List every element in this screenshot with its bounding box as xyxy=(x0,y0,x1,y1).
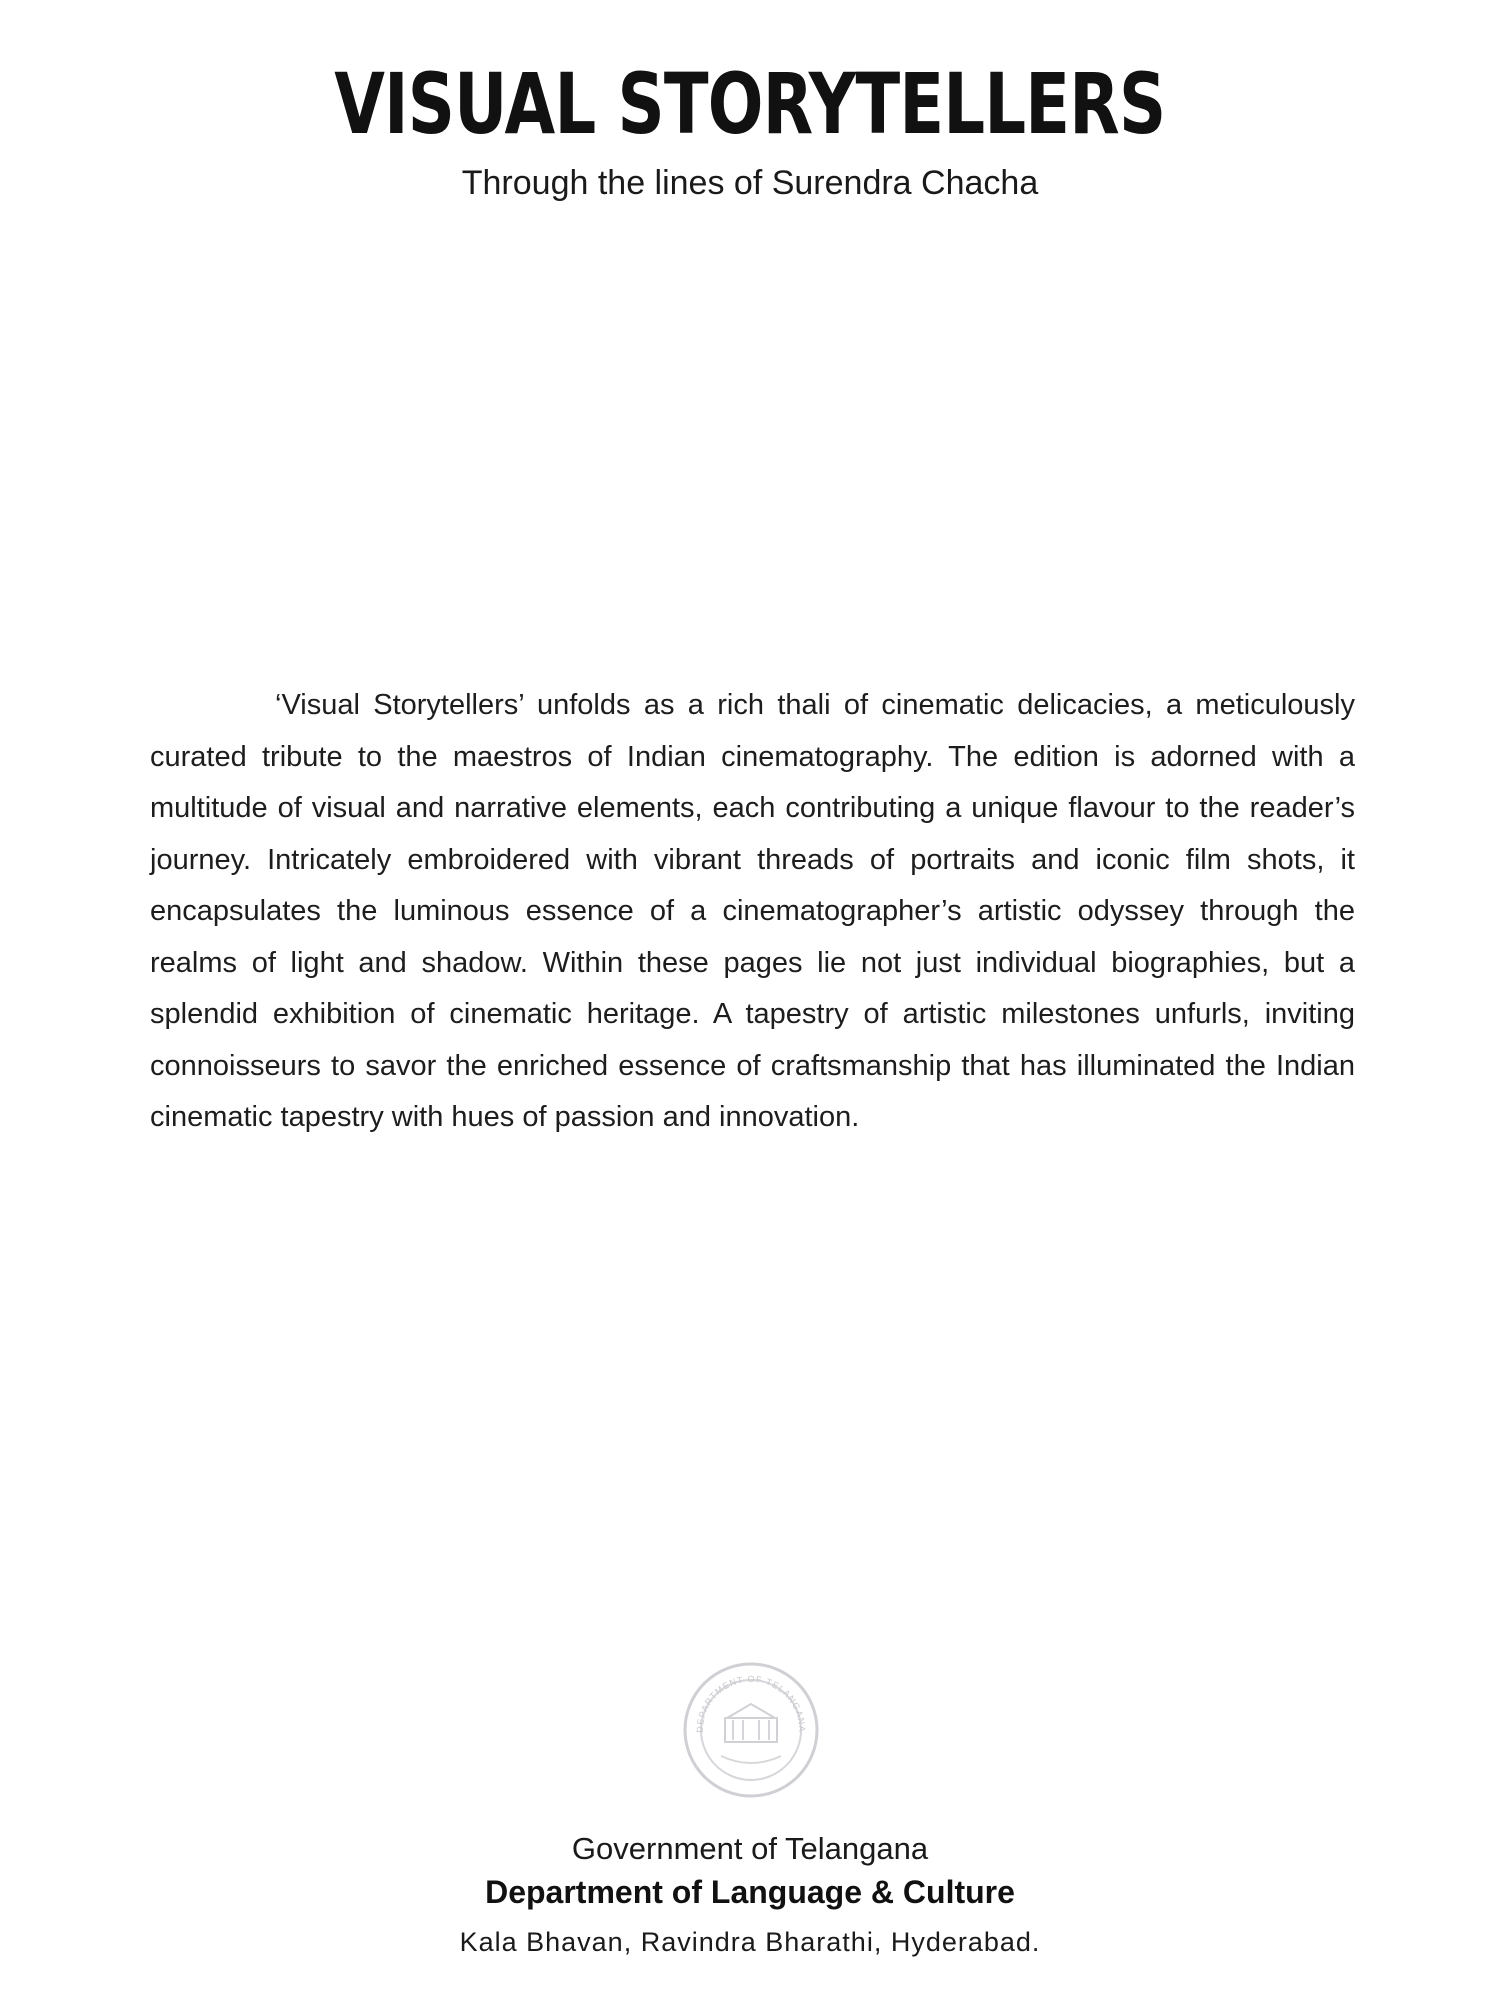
svg-text:DEPARTMENT OF TELANGANA: DEPARTMENT OF TELANGANA xyxy=(694,1673,808,1733)
address: Kala Bhavan, Ravindra Bharathi, Hyderabad. xyxy=(459,1926,1041,1957)
page-title: VISUAL STORYTELLERS xyxy=(334,55,1166,153)
page-footer xyxy=(0,1830,1500,1958)
department-name: Department of Language & Culture xyxy=(485,1874,1015,1911)
government-name: Government of Telangana xyxy=(571,1831,929,1866)
page-subtitle: Through the lines of Surendra Chacha xyxy=(461,164,1039,202)
page-header xyxy=(0,55,1500,203)
body-paragraph: ‘Visual Storytellers’ unfolds as a rich thali of cinematic delicacies, a meticulously curated tribute to the maestros of Indian cinematography. The edition is adorned with a multitude of visual and narrative elements, each contributing a unique flavour to the reader’s journey. Intricately embroidered with vibrant threads of portraits and iconic film shots, it encapsulates the luminous essence of a cinematographer’s artistic odyssey through the realms of light and shadow. Within these pages lie not just individual biographies, but a splendid exhibition of cinematic heritage. A tapestry of artistic milestones unfurls, inviting connoisseurs to savor the enriched essence of craftsmanship that has illuminated the Indian cinematic tapestry with hues of passion and innovation. xyxy=(150,689,1355,1133)
government-seal-icon xyxy=(681,1660,821,1800)
